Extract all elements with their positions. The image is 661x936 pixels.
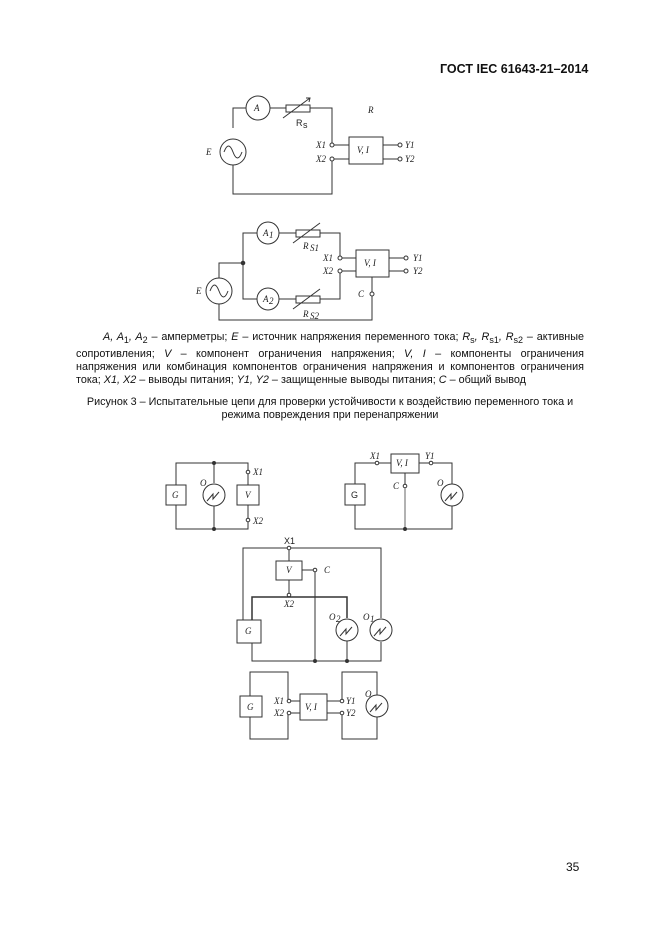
label-common: C (324, 565, 331, 575)
variable-resistor-icon (296, 296, 320, 303)
label-x2: X2 (274, 708, 284, 718)
label-g: G (245, 626, 252, 636)
label-component: V, I (364, 258, 376, 268)
label-rs1: R (303, 241, 309, 251)
label-y1: Y1 (405, 140, 415, 150)
label-o2: O (329, 612, 336, 622)
label-rs2: R (303, 309, 309, 319)
label-a2: A (263, 294, 269, 304)
legend-sub: s (470, 335, 475, 346)
label-resistor-sub: s (303, 120, 308, 130)
legend-text: – амперметры; (147, 331, 232, 343)
oscilloscope-icon (441, 484, 463, 506)
label-a1-sub: 1 (269, 230, 274, 240)
legend-text: X1, X2 (103, 374, 137, 387)
legend-text: C (438, 374, 447, 387)
figure-legend (76, 331, 584, 388)
label-r: R (368, 105, 374, 115)
label-x2: X2 (323, 266, 333, 276)
label-y1: Y1 (413, 253, 423, 263)
variable-resistor-icon (296, 230, 320, 237)
label-x1: X1 (370, 451, 380, 461)
label-component: V, I (396, 458, 408, 468)
label-x1: X1 (284, 536, 296, 546)
label-x2: X2 (253, 516, 263, 526)
label-source: E (206, 147, 212, 157)
circuit-2 (206, 222, 408, 320)
circuit-1 (220, 96, 402, 194)
label-o: O (365, 689, 372, 699)
label-rs2-sub: S2 (310, 311, 319, 321)
legend-text: – выводы питания; (136, 374, 237, 387)
caption-line-2: режима повреждения при перенапряжении (221, 409, 439, 422)
legend-text: , R (498, 331, 514, 343)
legend-text: Y1, Y2 (236, 374, 269, 387)
standard-header: ГОСТ IEC 61643-21–2014 (440, 62, 589, 76)
legend-sub: 2 (142, 335, 148, 346)
label-o1-sub: 1 (370, 614, 375, 624)
label-x2: X2 (316, 154, 326, 164)
figure-caption (70, 396, 590, 423)
legend-sub: s2 (513, 335, 524, 346)
label-o: O (437, 478, 444, 488)
legend-text: , R (474, 331, 490, 343)
label-x1: X1 (316, 140, 326, 150)
label-a2-sub: 2 (269, 296, 274, 306)
label-component: V, I (305, 702, 317, 712)
label-x2: X2 (284, 599, 294, 609)
variable-resistor-icon (286, 105, 310, 112)
legend-sub: 1 (123, 335, 129, 346)
label-o1: O (363, 612, 370, 622)
legend-sub: s1 (489, 335, 499, 346)
legend-text: – компоненты ограничения напряжения или комбинация компонентов ограничения напряжения и компонентов ограничения тока; (76, 347, 584, 387)
label-common: C (358, 289, 365, 299)
label-y1: Y1 (425, 451, 435, 461)
label-g: G (351, 490, 359, 500)
legend-text: V (164, 347, 172, 360)
label-resistor: R (296, 118, 303, 128)
label-g: G (247, 702, 254, 712)
label-v: V (245, 490, 251, 500)
legend-text: – компонент ограничения напряжения; (171, 347, 405, 360)
label-x1: X1 (253, 467, 263, 477)
label-rs1-sub: S1 (310, 243, 319, 253)
label-component: V, I (357, 145, 369, 155)
legend-text: E (231, 331, 239, 343)
label-a1: A (263, 228, 269, 238)
legend-text: , A (128, 331, 143, 343)
label-source: E (196, 286, 202, 296)
legend-text: – источник напряжения переменного тока; (238, 331, 463, 343)
legend-text: – общий вывод (446, 374, 526, 387)
legend-text: – активные сопротивления; (76, 331, 585, 360)
label-y2: Y2 (346, 708, 356, 718)
label-x1: X1 (274, 696, 284, 706)
label-y2: Y2 (413, 266, 423, 276)
label-y2: Y2 (405, 154, 415, 164)
label-ammeter: A (254, 103, 260, 113)
page-number: 35 (566, 860, 580, 874)
label-y1: Y1 (346, 696, 356, 706)
label-x1: X1 (323, 253, 333, 263)
label-common: C (393, 481, 400, 491)
label-v: V (286, 565, 292, 575)
legend-text: V, I (404, 347, 426, 360)
caption-line-1: Рисунок 3 – Испытательные цепи для проверки устойчивости к воздействию переменного тока и (86, 396, 574, 408)
legend-text: A, A (103, 331, 124, 343)
circuit-c (237, 546, 392, 662)
label-g: G (172, 490, 179, 500)
legend-text: – защищенные выводы питания; (268, 374, 439, 387)
label-o2-sub: 2 (336, 614, 341, 624)
legend-text: R (462, 331, 471, 343)
label-o: O (200, 478, 207, 488)
